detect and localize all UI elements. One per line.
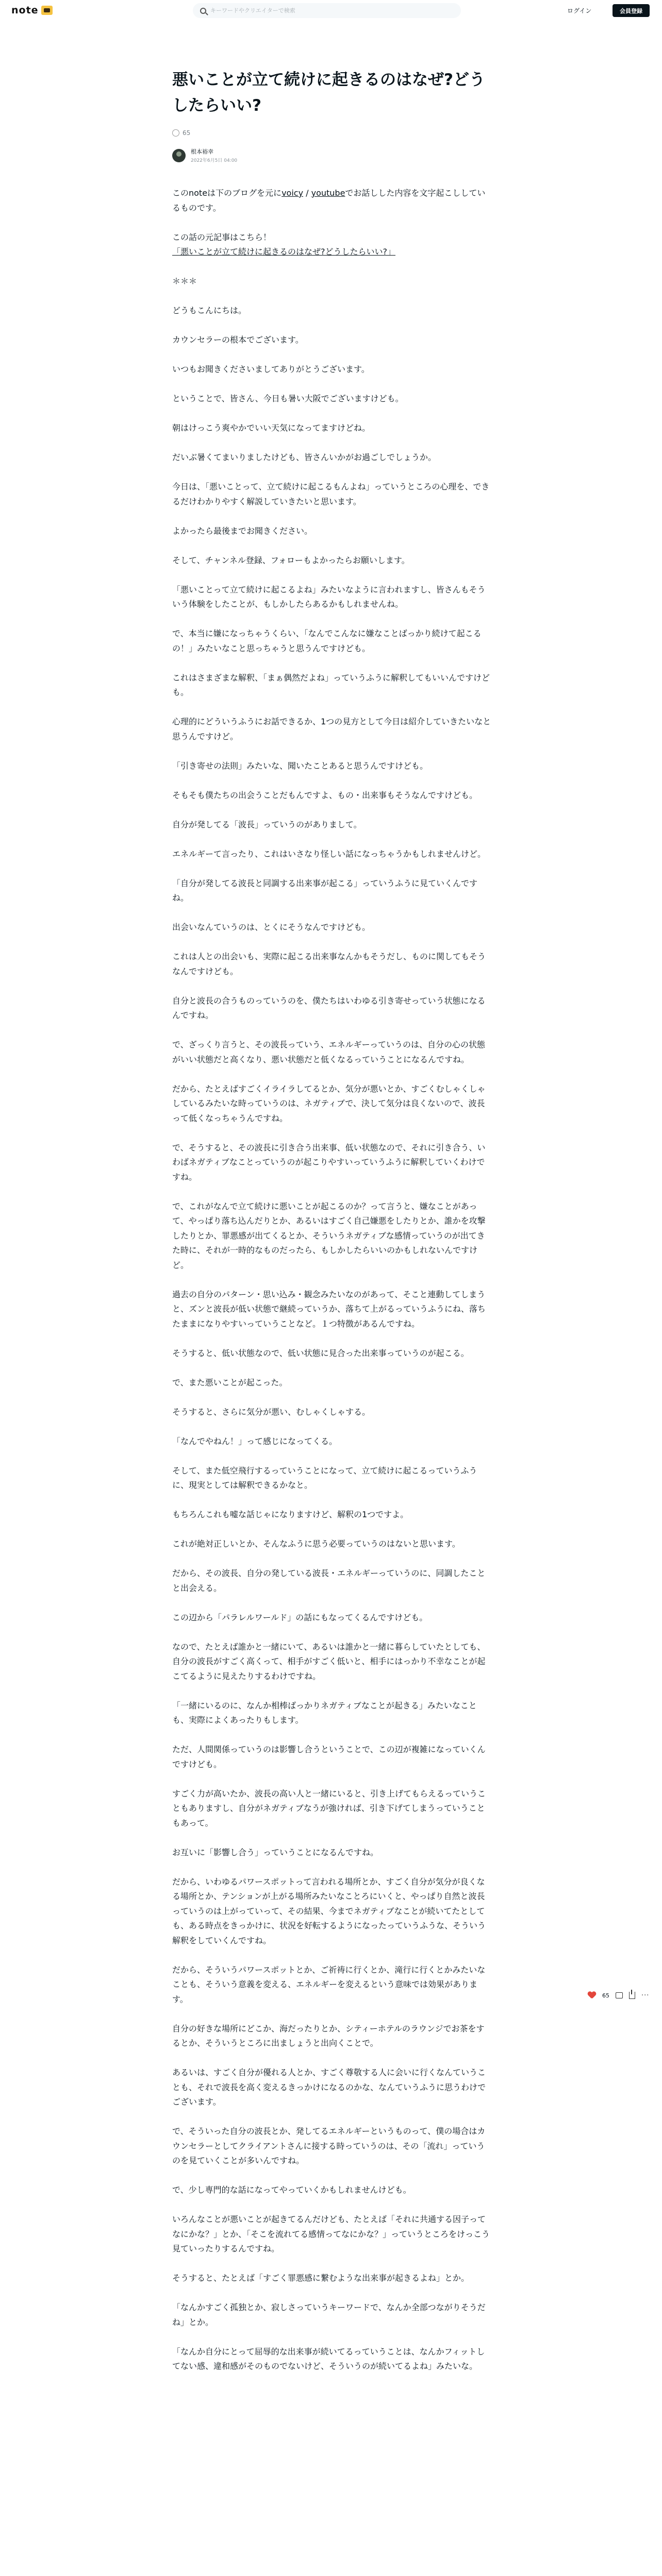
paragraph-text: もちろんこれも嘘な話じゃになりますけど、解釈の1つですよ。 [172,1510,409,1519]
article-paragraph [172,1141,492,1185]
author-name[interactable]: 根本裕幸 [191,148,213,155]
paragraph-text: カウンセラーの根本でございます。 [172,335,304,345]
login-button[interactable]: ログイン [561,4,598,17]
article-paragraph [172,1611,492,1625]
author-avatar[interactable] [172,149,186,162]
article-paragraph [172,1742,492,1772]
paragraph-text: この話の元記事はこちら！ [172,232,272,242]
article-paragraph [172,1287,492,1332]
article-paragraph [172,2345,492,2374]
article-paragraph [172,2212,492,2257]
article-paragraph [172,1346,492,1361]
article-paragraph [172,876,492,906]
paragraph-text: そもそも僕たちの出会うことだもんですよ、もの・出来事もそうなんですけども。 [172,790,478,800]
article-paragraph [172,553,492,568]
article-paragraph [172,2022,492,2051]
paragraph-text: / [303,188,311,198]
article-paragraph [172,715,492,744]
article-paragraph [172,626,492,656]
paragraph-text: で、ざっくり言うと、その波長っていう、エネルギーっていうのは、自分の心の状態がいい状態だと高くなり、悪い状態だと低くなるっていうことになるんですね。 [172,1040,486,1064]
article-paragraph [172,1405,492,1420]
paragraph-text: だいぶ暑くてまいりましたけども、皆さんいかがお過ごしでしょうか。 [172,452,437,462]
signup-button[interactable]: 会員登録 [613,4,650,17]
article-paragraph [172,583,492,612]
paragraph-text: だから、そういうパワースポットとか、ご祈祷に行くとか、滝行に行くとかみたいなことも、そういう意義を変える、エネルギーを変えるという意味では効果があります。 [172,1964,486,2004]
article-paragraph [172,1566,492,1596]
paragraph-text: で、そういった自分の波長とか、発してるエネルギーというものって、僕の場合はカウンセラーとしてクライアントさんに接する時っていうのは、その「流れ」っていうのを見ていくことが多いんですね。 [172,2126,486,2165]
paragraph-text: で、少し専門的な話になってやっていくかもしれませんけども。 [172,2185,411,2195]
paragraph-text: ＊＊＊ [172,276,197,286]
comment-icon[interactable] [616,1992,623,1998]
article-paragraph [172,920,492,935]
paragraph-text: そして、また低空飛行するっていうことになって、立て続けに起こるっていうふうに、現実としては解釈できるかなと。 [172,1465,477,1490]
article-paragraph [172,1875,492,1948]
paragraph-text: エネルギーて言ったり、これはいさなり怪しい話になっちゃうかもしれませんけど。 [172,849,486,859]
paragraph-text: だから、いわゆるパワースポットって言われる場所とか、すごく自分が気分が良くなる場所とか、テンションが上がる場所みたいなことろにいくと、やっぱり自然と波長っていうのは上がっていって、その結果、今までネガティブなことが続いてたとしても、ある時点をきっかけに、状況を好転するようになったっていうふうな、そういう解釈をしていくんですね。 [172,1876,486,1945]
paragraph-text: 自分の好きな場所にどこか、海だったりとか、シティーホテルのラウンジでお茶をするとか、そういうところに出ましょうと出向くことで。 [172,2023,485,2048]
paragraph-text: なので、たとえば誰かと一緒にいて、あるいは誰かと一緒に暮らしていたとしても、自分の波長がすごく高くって、相手がすごく低いと、相手にはっかり不幸なことが起こてるように見えたりするわけですね。 [172,1641,486,1681]
paragraph-text: だから、たとえばすごくイライラしてるとか、気分が悪いとか、すごくむしゃくしゃしているみたいな時っていうのは、ネガティブで、決して気分は良くないので、波長って低くなっちゃうんですね。 [172,1083,486,1123]
side-like-count: 65 [602,1992,609,1999]
like-summary[interactable] [172,128,492,138]
article-paragraph [172,2124,492,2168]
paragraph-text: お互いに「影響し合う」っていうことになるんですね。 [172,1847,379,1857]
paragraph-text: で、本当に嫌になっちゃうくらい、「なんでこんなに嫌なことばっかり続けて起こるの！」みたいなこと思っちゃうと思うんですけども。 [172,629,482,653]
paragraph-text: これは人との出会いも、実際に起こる出来事なんかもそうだし、ものに関してもそうなんですけども。 [172,952,486,976]
article-title: 悪いことが立て続けに起きるのはなぜ?どうしたらいい? [172,71,485,115]
paragraph-text: ただ、人間関係っていうのは影響し合うということで、この辺が複雑になっていくんですけども。 [172,1744,486,1769]
share-icon[interactable] [629,1992,635,1999]
article-paragraph [172,1845,492,1860]
paragraph-text: 「なんかすごく孤独とか、寂しさっていうキーワードで、なんか全部つながりそうだね」とか。 [172,2302,486,2327]
author-meta [191,147,237,163]
logo-wordmark: note [11,5,39,16]
article-paragraph [172,2065,492,2110]
paragraph-text: だから、その波長、自分の発している波長・エネルギーっていうのに、同調したことと出会える。 [172,1568,486,1593]
article-paragraph [172,362,492,377]
article-paragraph [172,303,492,318]
paragraph-text: そして、チャンネル登録、フォローもよかったらお願いします。 [172,555,410,565]
article-paragraph [172,480,492,509]
paragraph-text: でお話しした内容を文字起こししているものです。 [172,188,486,213]
article-paragraph [172,1082,492,1126]
article-paragraph [172,1787,492,1831]
paragraph-text: これが絶対正しいとか、そんなふうに思う必要っていうのはないと思います。 [172,1539,460,1549]
paragraph-text: 朝はけっこう爽やかでいい天気になってますけどね。 [172,423,371,433]
paragraph-text: 今日は、「悪いことって、立て続けに起こるもんよね」っていうところの心理を、できるだけわかりやすく解説していきたいと思います。 [172,482,490,506]
article-paragraph [172,2271,492,2286]
paragraph-text: そうすると、たとえば「すごく罪悪感に繋むような出来事が起きるよね」とか。 [172,2273,470,2283]
article-link[interactable]: 「悪いことが立て続けに起きるのはなぜ?どうしたらいい?」 [172,247,395,257]
article-paragraph [172,994,492,1023]
paragraph-text: で、これがなんで立て続けに悪いことが起こるのか？って言うと、嫌なことがあって、やっぱり落ち込んだりとか、あるいはすごく自己嫌悪をしたりとか、誰かを攻撃したりとか、罪悪感が出てくるとか、そういうネガティブな感情っていうのが出てきた時に、それが一時的なものだったら、もしかしたらいいのかもしれないんですけど。 [172,1201,486,1270]
article-body [172,186,492,2374]
article-link[interactable]: youtube [311,188,345,198]
article-paragraph [172,2183,492,2198]
paragraph-text: 心理的にどういうふうにお話できるか、1つの見方として今日は紹介していきたいなと思うんですけど。 [172,717,491,741]
article-paragraph [172,759,492,774]
paragraph-text: 自分と波長の合うものっていうのを、僕たちはいわゆる引き寄せっていう状態になるんですね。 [172,995,486,1020]
article-paragraph [172,1434,492,1449]
article-paragraph [172,2300,492,2330]
floating-action-bar [588,1992,649,1999]
paragraph-text: 出会いなんていうのは、とくにそうなんですけども。 [172,922,371,932]
paragraph-text: この辺から「パラレルワールド」の話にもなってくるんですけども。 [172,1612,428,1622]
paragraph-text: で、そうすると、その波長に引き合う出来事、低い状態なので、それに引き合う、いわばネガティブなことっていうのが起こりやすいっていうふうに解釈していくわけですね。 [172,1142,486,1182]
article-paragraph [172,524,492,539]
paragraph-text: そうすると、低い状態なので、低い状態に見合った出来事っていうのが起こる。 [172,1348,469,1358]
article-paragraph [172,1464,492,1493]
article-paragraph [172,450,492,465]
article-link[interactable]: voicy [282,188,304,198]
paragraph-text: よかったら最後までお聞きください。 [172,526,313,536]
search-bar[interactable] [193,3,461,18]
paragraph-text: このnoteは下のブログを元に [172,188,282,198]
paragraph-text: 「なんでやねん！」って感じになってくる。 [172,1436,338,1446]
heart-outline-icon[interactable] [172,129,179,137]
article-paragraph [172,950,492,979]
paragraph-text: 「引き寄せの法則」みたいな、聞いたことあると思うんですけども。 [172,760,428,771]
paragraph-text: いろんなことが悪いことが起きてるんだけども、たとえば「それに共通する因子ってなにかな？」とか、「そこを流れてる感情ってなにかな？」っていうところをけっこう見ていったりするんですね。 [172,2214,490,2253]
site-header [0,0,662,21]
paragraph-text: 「一緒にいるのに、なんか相棒ばっかりネガティブなことが起きる」みたいなことも、実際によくあったりもします。 [172,1700,477,1725]
article-paragraph [172,1640,492,1684]
paragraph-text: で、また悪いことが起こった。 [172,1377,288,1387]
article-paragraph [172,392,492,406]
article-paragraph [172,1376,492,1391]
paragraph-text: 自分が発してる「波長」っていうのがありまして。 [172,819,362,829]
paragraph-text: すごく力が高いたか、波長の高い人と一緒にいると、引き上げてもらえるっていうこともありますし、自分がネガティブなうが強ければ、引き下げてしまうっていうこともあって。 [172,1788,486,1828]
like-count: 65 [183,129,191,137]
like-heart-icon[interactable] [588,1992,596,1999]
article-paragraph [172,1537,492,1552]
paragraph-text: 「なんか自分にとって屈辱的な出来事が続いてるっていうことは、なんかフィットしてない感、違和感がそのものでないけど、そういうのが続いてるよね」みたいな。 [172,2346,485,2371]
article-paragraph [172,274,492,289]
paragraph-text: 過去の自分のパターン・思い込み・観念みたいなのがあって、そこと連動してしまうと、ズンと波長が低い状態で継続っていうか、落ちて上がるっていうふうにね、落ちたままになりやすいっていうことなど。１つ特徴があるんですね。 [172,1289,486,1329]
author-block[interactable] [172,147,492,163]
note-logo[interactable] [11,5,53,16]
paragraph-text: ということで、皆さん、今日も暑い大阪でございますけども。 [172,394,404,403]
article-paragraph [172,1699,492,1728]
paragraph-text: 「自分が発してる波長と同調する出来事が起こる」っていうふうに見ていくんですね。 [172,878,478,903]
paragraph-text: どうもこんにちは。 [172,306,247,315]
article-paragraph [172,788,492,803]
article-paragraph [172,818,492,833]
paragraph-text: 「悪いことって立て続けに起こるよね」みたいなように言われますし、皆さんもそういう体験をしたことが、もしかしたらあるかもしれませんね。 [172,584,486,609]
article-paragraph [172,230,492,260]
article-paragraph [172,847,492,862]
paragraph-text: そうすると、さらに気分が悪い、むしゃくしゃする。 [172,1406,371,1417]
article-paragraph [172,671,492,700]
article-paragraph [172,1963,492,2007]
article-paragraph [172,186,492,215]
article-paragraph [172,1199,492,1273]
article [172,67,492,2388]
more-options-icon[interactable]: ··· [641,1991,650,1999]
article-paragraph [172,333,492,348]
paragraph-text: あるいは、すごく自分が優れる人とか、すごく尊敬する人に会いに行くなんていうことも、それで波長を高く変えるきっかけになるのかな、なんていうふうに思うわけでございます。 [172,2067,486,2107]
article-paragraph [172,421,492,436]
logo-badge-icon [41,6,53,15]
paragraph-text: いつもお聞きくださいましてありがとうございます。 [172,364,370,374]
search-icon [200,8,206,14]
article-paragraph [172,1507,492,1522]
search-input[interactable] [210,7,453,14]
paragraph-text: これはさまざまな解釈、「まぁ偶然だよね」っていうふうに解釈してもいいんですけども。 [172,672,490,697]
post-date: 2022年6月5日 04:00 [191,158,238,163]
article-paragraph [172,1038,492,1067]
